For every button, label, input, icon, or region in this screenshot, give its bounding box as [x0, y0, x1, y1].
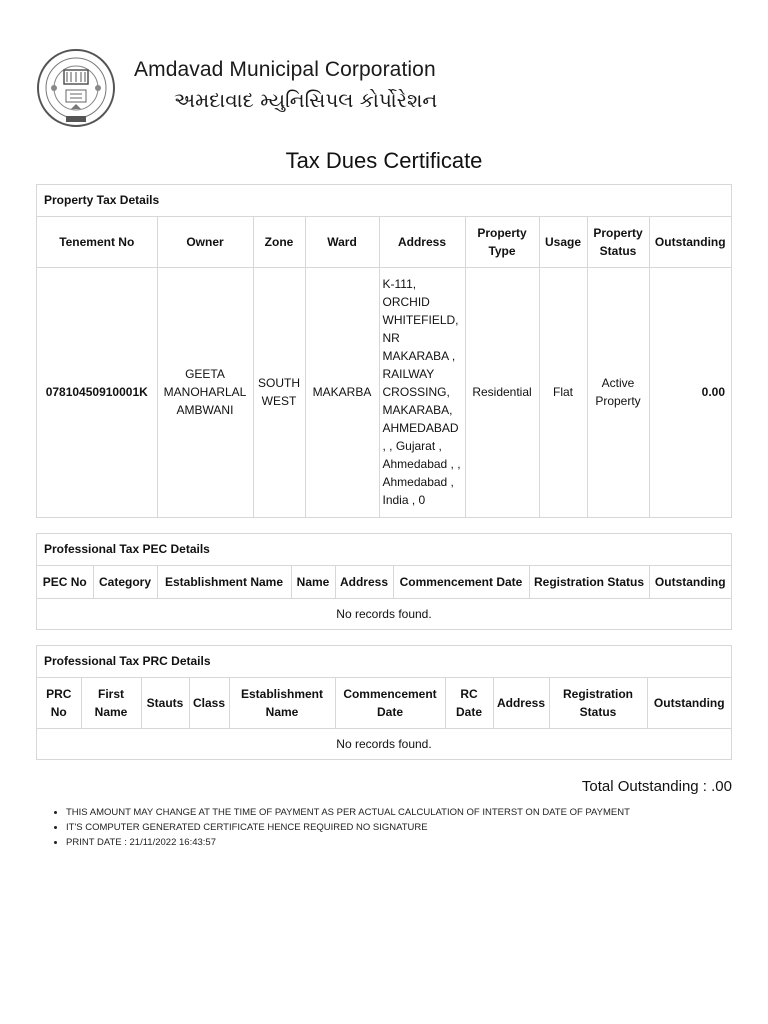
column-header: Establishment Name [229, 678, 335, 728]
table-row [37, 267, 731, 517]
prc-section [36, 645, 732, 760]
property-type-cell: Residential [465, 267, 539, 517]
prc-table [37, 678, 731, 759]
section-title: Professional Tax PRC Details [37, 646, 731, 678]
table-header-row [37, 217, 731, 267]
table-header-row [37, 566, 731, 598]
column-header: Name [291, 566, 335, 598]
column-header: Owner [157, 217, 253, 267]
column-header: Commencement Date [393, 566, 529, 598]
column-header: Property Type [465, 217, 539, 267]
column-header: Outstanding [647, 678, 731, 728]
column-header: Stauts [141, 678, 189, 728]
column-header: RC Date [445, 678, 493, 728]
list-item: • THIS AMOUNT MAY CHANGE AT THE TIME OF PAYMENT AS PER ACTUAL CALCULATION OF INTERST ON DATE OF PAYMENT [66, 805, 630, 820]
total-outstanding: Total Outstanding : .00 [581, 778, 732, 795]
column-header: Outstanding [649, 566, 731, 598]
column-header: Address [335, 566, 393, 598]
pec-table [37, 566, 731, 629]
address-cell: K-111, ORCHID WHITEFIELD, NR MAKARABA , RAILWAY CROSSING, MAKARABA, AHMEDABAD , , Gujarat , Ahmedabad , , Ahmedabad , India , 0 [379, 267, 465, 517]
column-header: PRC No [37, 678, 81, 728]
column-header: Category [93, 566, 157, 598]
ward-cell: MAKARBA [305, 267, 379, 517]
section-title: Property Tax Details [37, 185, 731, 217]
table-row [37, 728, 731, 759]
org-name-english: Amdavad Municipal Corporation [134, 58, 436, 81]
list-item: • IT'S COMPUTER GENERATED CERTIFICATE HENCE REQUIRED NO SIGNATURE [66, 820, 630, 835]
column-header: Commencement Date [335, 678, 445, 728]
amc-seal-icon [36, 44, 116, 132]
notes-list [52, 805, 630, 850]
column-header: Zone [253, 217, 305, 267]
tenement-no-cell: 07810450910001K [37, 267, 157, 517]
page-title: Tax Dues Certificate [285, 148, 483, 173]
table-header-row [37, 678, 731, 728]
column-header: Address [493, 678, 549, 728]
property-tax-table [37, 217, 731, 517]
column-header: Address [379, 217, 465, 267]
table-row [37, 598, 731, 629]
no-records-text: No records found. [336, 606, 432, 621]
property-tax-section [36, 184, 732, 518]
column-header: Class [189, 678, 229, 728]
section-title: Professional Tax PEC Details [37, 534, 731, 566]
pec-section [36, 533, 732, 630]
column-header: Registration Status [529, 566, 649, 598]
column-header: PEC No [37, 566, 93, 598]
column-header: Outstanding [649, 217, 731, 267]
column-header: Ward [305, 217, 379, 267]
column-header: First Name [81, 678, 141, 728]
zone-cell: SOUTH WEST [253, 267, 305, 517]
owner-cell: GEETA MANOHARLAL AMBWANI [157, 267, 253, 517]
org-name-gujarati: અમદાવાદ મ્યુનિસિપલ કોર્પોરેશન [174, 88, 438, 112]
outstanding-cell: 0.00 [701, 385, 725, 400]
no-records-text: No records found. [336, 736, 432, 751]
page-header [36, 44, 736, 134]
property-status-cell: Active Property [587, 267, 649, 517]
column-header: Tenement No [37, 217, 157, 267]
column-header: Establishment Name [157, 566, 291, 598]
usage-cell: Flat [539, 267, 587, 517]
list-item: • PRINT DATE : 21/11/2022 16:43:57 [66, 835, 630, 850]
column-header: Registration Status [549, 678, 647, 728]
column-header: Property Status [587, 217, 649, 267]
column-header: Usage [539, 217, 587, 267]
